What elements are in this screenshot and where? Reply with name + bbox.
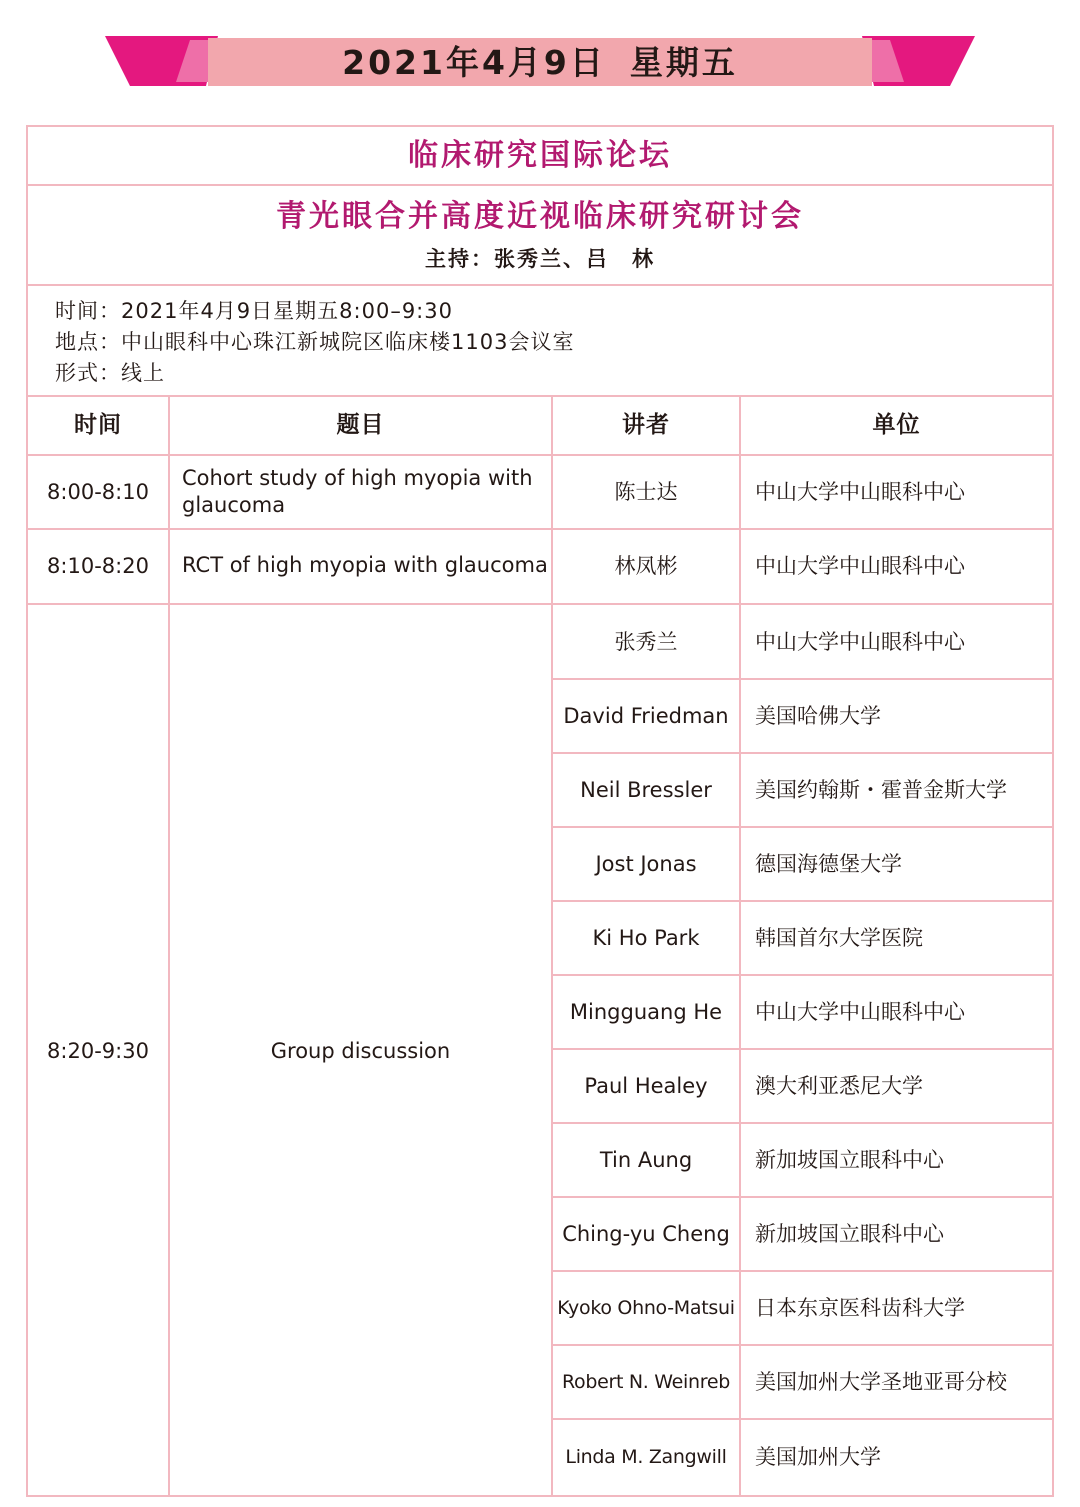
panelist-affiliation: 美国加州大学 <box>755 1444 881 1469</box>
panelist-affiliation: 新加坡国立眼科中心 <box>755 1221 944 1246</box>
row-topic: Cohort study of high myopia with glaucoma <box>182 466 533 517</box>
panelist-affiliation: 美国加州大学圣地亚哥分校 <box>755 1369 1007 1394</box>
info-location: 地点：中山眼科中心珠江新城院区临床楼1103会议室 <box>55 330 575 354</box>
divider <box>552 678 1052 680</box>
panelist-speaker: Ching-yu Cheng <box>562 1221 730 1246</box>
header-affiliation: 单位 <box>872 412 921 438</box>
forum-title: 临床研究国际论坛 <box>408 138 672 173</box>
panelist-speaker: 张秀兰 <box>614 629 678 654</box>
panelist-affiliation: 中山大学中山眼科中心 <box>755 999 965 1024</box>
divider <box>552 1344 1052 1346</box>
divider <box>552 1270 1052 1272</box>
discussion-time: 8:20-9:30 <box>47 1038 149 1063</box>
divider <box>552 900 1052 902</box>
column-divider <box>168 397 170 1495</box>
panelist-affiliation: 中山大学中山眼科中心 <box>755 629 965 654</box>
panelist-speaker: Jost Jonas <box>595 851 697 876</box>
panelist-speaker: Linda M. Zangwill <box>565 1445 727 1468</box>
row-topic: RCT of high myopia with glaucoma <box>182 552 548 577</box>
banner-weekday: 星期五 <box>629 43 738 82</box>
panelist-affiliation: 韩国首尔大学医院 <box>755 925 923 950</box>
divider <box>28 184 1052 186</box>
info-time: 时间：2021年4月9日星期五8:00–9:30 <box>55 299 453 323</box>
panelist-affiliation: 澳大利亚悉尼大学 <box>755 1073 923 1098</box>
panelist-speaker: Kyoko Ohno-Matsui <box>557 1296 735 1319</box>
panelist-speaker: Mingguang He <box>569 999 723 1024</box>
divider <box>28 284 1052 286</box>
column-divider <box>551 397 553 1495</box>
row-speaker: 陈士达 <box>614 479 678 504</box>
divider <box>552 1196 1052 1198</box>
row-affiliation: 中山大学中山眼科中心 <box>755 479 965 504</box>
column-divider <box>739 397 741 1495</box>
panelist-speaker: Paul Healey <box>584 1073 708 1098</box>
header-speaker: 讲者 <box>622 412 670 438</box>
row-time: 8:10-8:20 <box>47 553 149 578</box>
session-hosts: 主持：张秀兰、吕 林 <box>425 247 655 271</box>
divider <box>552 1122 1052 1124</box>
panelist-affiliation: 日本东京医科齿科大学 <box>755 1295 965 1320</box>
divider <box>552 752 1052 754</box>
header-time: 时间 <box>74 412 122 438</box>
panelist-speaker: David Friedman <box>563 703 729 728</box>
session-title: 青光眼合并高度近视临床研究研讨会 <box>276 199 804 234</box>
divider <box>552 974 1052 976</box>
panelist-affiliation: 新加坡国立眼科中心 <box>755 1147 944 1172</box>
date-banner <box>0 0 1080 100</box>
discussion-topic: Group discussion <box>270 1038 451 1063</box>
banner-title <box>0 38 1080 88</box>
panelist-speaker: Robert N. Weinreb <box>561 1370 731 1393</box>
divider <box>552 1048 1052 1050</box>
row-affiliation: 中山大学中山眼科中心 <box>755 553 965 578</box>
header-topic: 题目 <box>336 412 385 438</box>
divider <box>552 826 1052 828</box>
panelist-speaker: Neil Bressler <box>580 777 712 802</box>
panelist-affiliation: 德国海德堡大学 <box>755 851 902 876</box>
panelist-affiliation: 美国约翰斯・霍普金斯大学 <box>755 777 1007 802</box>
panelist-speaker: Tin Aung <box>599 1147 693 1172</box>
row-time: 8:00-8:10 <box>47 479 149 504</box>
schedule-frame <box>26 125 1054 1497</box>
row-speaker: 林凤彬 <box>614 553 678 578</box>
panelist-affiliation: 美国哈佛大学 <box>755 703 881 728</box>
banner-date: 2021年4月9日 <box>342 43 606 82</box>
info-format: 形式：线上 <box>55 361 165 385</box>
divider <box>552 1418 1052 1420</box>
panelist-speaker: Ki Ho Park <box>592 925 700 950</box>
